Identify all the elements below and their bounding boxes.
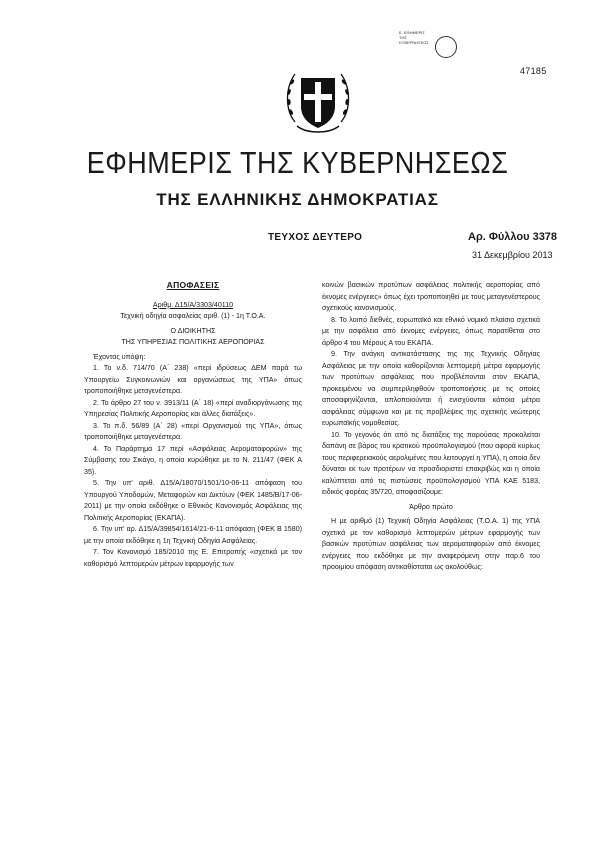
stamp-seal-icon <box>435 36 457 58</box>
preamble-item-4: 4. Το Παράρτημα 17 περί «Ασφάλειας Αεροματαφορών» της Σύμβασης του Σικάγο, η οποία κυρώθηκε με το Ν. 211/47 (ΦΕΚ Α 35). <box>84 444 302 476</box>
page-number: 47185 <box>520 66 547 76</box>
left-column <box>84 280 302 570</box>
sheet-number: Αρ. Φύλλου 3378 <box>468 231 558 243</box>
issue-label: ΤΕΥΧΟΣ ΔΕΥΤΕΡΟ <box>268 232 363 243</box>
preamble-intro: Έχοντας υπόψη: <box>93 352 146 361</box>
preamble-item-7-continued: κοινών βασικών προτύπων ασφάλειας πολιτικής αεροπορίας από έκνομες ενέργειες» όπως έχει τροποποιηθεί με τους μεταγενέστερους σχετικούς κανονισμούς. <box>322 281 540 312</box>
article-heading: Άρθρο πρώτο <box>409 502 453 511</box>
preamble-item-6: 6. Την υπ' αρ. Δ15/Α/39854/1614/21-6-11 απόφαση (ΦΕΚ Β 1580) με την οποία εκδόθηκε η 1η Τεχνική Οδηγία Ασφάλειας. <box>84 525 302 545</box>
preamble-item-3: 3. Το π.δ. 56/89 (Α΄ 28) «περί Οργανισμού της ΥΠΑ», όπως τροποποιήθηκε μεταγενέστερα. <box>84 421 302 441</box>
decision-reference <box>84 300 302 312</box>
gazette-subtitle: ΤΗΣ ΕΛΛΗΝΙΚΗΣ ΔΗΜΟΚΡΑΤΙΑΣ <box>156 190 439 209</box>
decision-reference-text: Αριθμ. Δ15/Α/3303/40110 <box>152 300 234 309</box>
section-heading: ΑΠΟΦΑΣΕΙΣ <box>166 280 220 290</box>
decision-subject: Τεχνική οδηγία ασφαλείας αριθ. (1) - 1η Τ.Ο.Α. <box>120 312 266 320</box>
preamble-item-9: 9. Την ανάγκη αντικατάστασης της της Τεχνικής Οδηγίας Ασφάλειας με την οποία καθορίζονται λεπτομερή μέτρα εφαρμογής των προτύπων ασφάλειας που προβλέπονται στον ΕΚΑΠΑ, προκειμένου να συμπεριληφθούν τροποποιήσεις με τις οποίες αποσαφηνίζονται, απλοποιούνται ή ενισχύονται κάποια μέτρα ασφάλειας σύμφωνα και με τις προβλέψεις της σχετικής νεώτερης ευρωπαϊκής νομοθεσίας. <box>322 350 540 427</box>
issue-date: 31 Δεκεμβρίου 2013 <box>472 250 553 260</box>
right-column <box>322 280 540 574</box>
authority-name: ΤΗΣ ΥΠΗΡΕΣΙΑΣ ΠΟΛΙΤΙΚΗΣ ΑΕΡΟΠΟΡΙΑΣ <box>121 338 265 346</box>
preamble-item-8: 8. Το λοιπό διεθνές, ευρωπαϊκό και εθνικό νομικό πλαίσιο σχετικά με την ασφάλεια από έκνομες ενέργειες, όπως παρατίθεται στο άρθρο 4 του Μέρους Α του ΕΚΑΠΑ. <box>322 315 540 347</box>
article-body: Η με αριθμό (1) Τεχνική Οδηγία Ασφάλειας (Τ.Ο.Α. 1) της ΥΠΑ σχετικά με τον καθορισμό λεπτομερών μέτρων εφαρμογής των βασικών προτύπων ασφάλειας των αεροματαφορών από έκνομες ενέργειες που εκδόθηκε με την αναφερόμενη στην παρ.6 του προοιμίου απόφαση αντικαθίσταται ως ακολούθως: <box>322 517 540 571</box>
preamble-item-2: 2. Το άρθρο 27 του ν. 3913/11 (Α΄ 18) «περί αναδιοργάνωσης της Υπηρεσίας Πολιτικής Αεροπορίας και άλλες διατάξεις». <box>84 398 302 418</box>
digital-signature-stamp <box>399 30 463 70</box>
preamble-item-7: 7. Τον Κανονισμό 185/2010 της Ε. Επιτροπής «σχετικά με τον καθορισμό λεπτομερών μέτρων εφαρμογής των <box>84 548 302 568</box>
gazette-title: ΕΦΗΜΕΡΙΣ ΤΗΣ ΚΥΒΕΡΝΗΣΕΩΣ <box>86 146 509 180</box>
preamble-item-10: 10. Το γεγονός ότι από τις διατάξεις της παρούσας προκαλείται δαπάνη σε βάρος του κρατικού προϋπολογισμού (που αφορά κυρίως τους περιφερειακούς αερολιμένες που λειτουργεί η ΥΠΑ), η οποία δεν δύναται εκ των προτέρων να προσδιοριστεί επακριβώς και η οποία καλύπτεται από τις πιστώσεις προϋπολογισμού ΥΠΑ ΚΑΕ 5183, ειδικός φορέας 35/720, αποφασίζουμε: <box>322 430 540 496</box>
preamble-item-5: 5. Την υπ' αριθ. Δ15/Α/18070/1501/10-06-11 απόφαση του Υπουργού Υποδομών, Μεταφορών και Δικτύων (ΦΕΚ 1485/Β/17-06-2011) με την οποία εκδόθηκε ο Εθνικός Κανονισμός Ασφάλειας της Πολιτικής Αεροπορίας (ΕΚΑΠΑ). <box>84 479 302 522</box>
authority-title: Ο ΔΙΟΙΚΗΤΗΣ <box>170 326 216 335</box>
preamble-item-1: 1. Το ν.δ. 714/70 (Α΄ 238) «περί ιδρύσεως ΔΕΜ παρά τω Υπουργείω Συγκοινωνιών και οργανώσεως της ΥΠΑ» όπως τροποποιήθηκε μεταγενέστερα. <box>84 364 302 395</box>
stamp-text: Ε. ΕΦΗΜΕΡΙΣ ΤΗΣ ΚΥΒΕΡΝΗΣΕΩΣ <box>399 30 429 45</box>
greek-coat-of-arms-icon <box>283 60 353 138</box>
